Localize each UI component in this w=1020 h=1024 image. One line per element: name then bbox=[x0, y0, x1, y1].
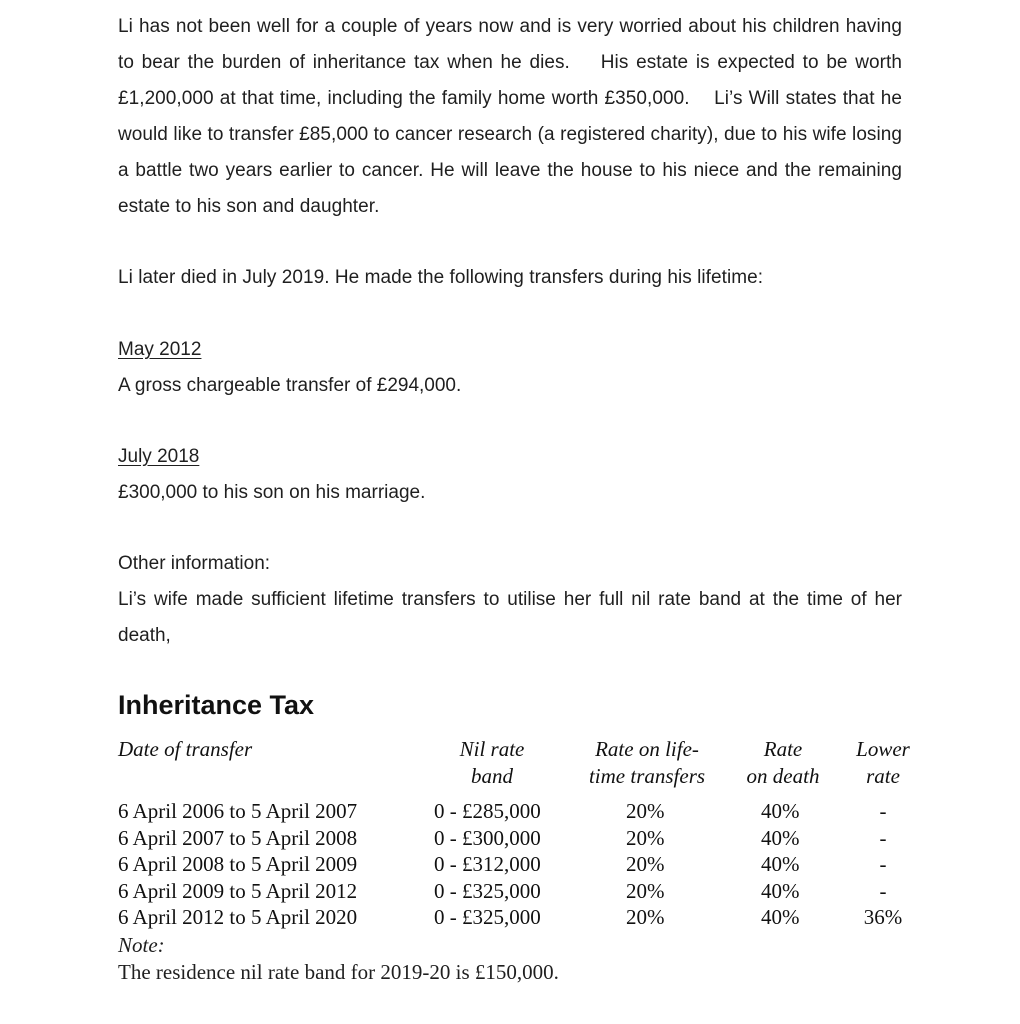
table-header bbox=[118, 736, 918, 798]
row-lower-rate: - bbox=[879, 852, 887, 876]
header-death-rate: Rate on death bbox=[746, 737, 820, 788]
note-text: The residence nil rate band for 2019-20 is £150,000. bbox=[118, 960, 559, 984]
row-nil-band: 0 - £325,000 bbox=[434, 878, 541, 903]
other-info-text: Li’s wife made sufficient lifetime transfers to utilise her full nil rate band at the time of her death, bbox=[118, 589, 902, 646]
transfer-date-heading: May 2012 bbox=[118, 339, 202, 360]
row-date: 6 April 2012 to 5 April 2020 bbox=[118, 905, 358, 929]
table-row bbox=[118, 798, 918, 825]
row-life-rate: 20% bbox=[626, 905, 665, 929]
other-info-heading: Other information: bbox=[118, 553, 271, 574]
row-death-rate: 40% bbox=[761, 852, 800, 876]
scenario-paragraph: Li has not been well for a couple of years now and is very worried about his children having to bear the burden of inheritance tax when he dies. His estate is expected to be worth £1,200,000 at that time, including the family home worth £350,000. Li’s Will states that he would like to transfer £85,000 to cancer research (a registered charity), due to his wife losing a battle two years earlier to cancer. He will leave the house to his niece and the remaining estate to his son and daughter. bbox=[118, 16, 902, 217]
transfers-intro: Li later died in July 2019. He made the following transfers during his lifetime: bbox=[118, 267, 764, 288]
table-row bbox=[118, 851, 918, 878]
row-death-rate: 40% bbox=[761, 878, 800, 903]
row-life-rate: 20% bbox=[626, 852, 665, 876]
row-lower-rate: 36% bbox=[863, 905, 903, 929]
row-lower-rate: - bbox=[879, 878, 887, 903]
row-date: 6 April 2008 to 5 April 2009 bbox=[118, 852, 358, 876]
header-nil-rate-band: Nil rate band bbox=[459, 737, 525, 788]
row-date: 6 April 2009 to 5 April 2012 bbox=[118, 878, 358, 903]
row-lower-rate: - bbox=[879, 825, 887, 850]
row-nil-band: 0 - £300,000 bbox=[434, 825, 541, 850]
iht-title: Inheritance Tax bbox=[118, 690, 315, 720]
row-life-rate: 20% bbox=[626, 799, 665, 823]
transfer-description: A gross chargeable transfer of £294,000. bbox=[118, 375, 462, 396]
header-date: Date of transfer bbox=[118, 737, 253, 761]
table-row bbox=[118, 825, 918, 852]
transfer-date-heading: July 2018 bbox=[118, 446, 200, 467]
row-nil-band: 0 - £325,000 bbox=[434, 905, 541, 929]
row-date: 6 April 2007 to 5 April 2008 bbox=[118, 825, 358, 850]
row-date: 6 April 2006 to 5 April 2007 bbox=[118, 799, 358, 823]
row-death-rate: 40% bbox=[761, 825, 800, 850]
row-nil-band: 0 - £285,000 bbox=[434, 799, 541, 823]
iht-rates-table bbox=[118, 736, 918, 931]
row-life-rate: 20% bbox=[626, 878, 665, 903]
row-death-rate: 40% bbox=[761, 905, 800, 929]
table-row bbox=[118, 904, 918, 931]
header-lower-rate: Lower rate bbox=[856, 737, 910, 788]
row-nil-band: 0 - £312,000 bbox=[434, 852, 541, 876]
row-lower-rate: - bbox=[879, 799, 887, 823]
row-life-rate: 20% bbox=[626, 825, 665, 850]
transfer-description: £300,000 to his son on his marriage. bbox=[118, 482, 426, 503]
note-label: Note: bbox=[118, 933, 165, 957]
row-death-rate: 40% bbox=[761, 799, 800, 823]
header-lifetime-rate: Rate on life- time transfers bbox=[588, 737, 706, 788]
table-row bbox=[118, 878, 918, 905]
